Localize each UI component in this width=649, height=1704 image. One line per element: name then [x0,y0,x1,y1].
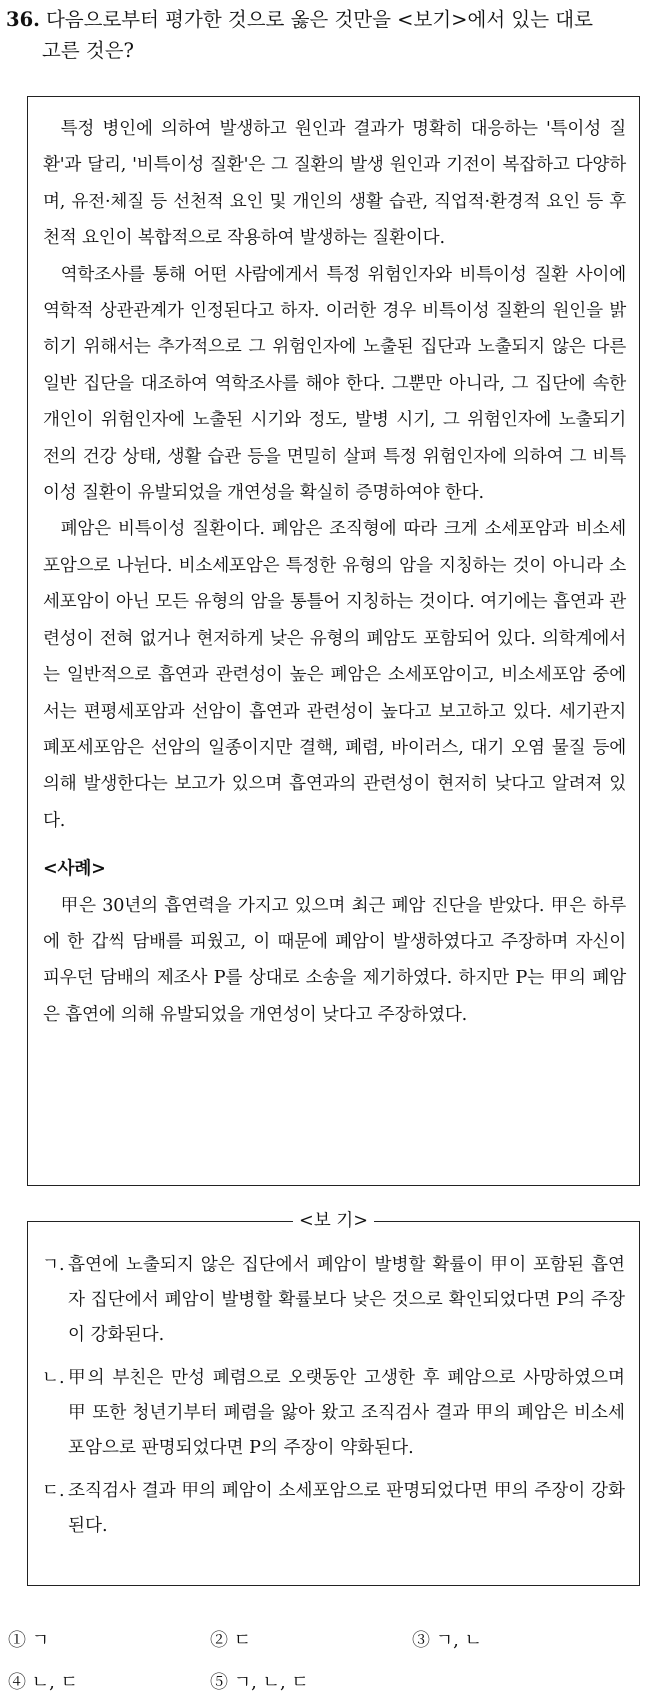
passage-paragraph-3: 폐암은 비특이성 질환이다. 폐암은 조직형에 따라 크게 소세포암과 비소세포암으로 나뉜다. 비소세포암은 특정한 유형의 암을 지칭하는 것이 아니라 소세포암이 아닌 모든 유형의 암을 통틀어 지칭하는 것이다. 여기에는 흡연과 관련성이 전혀 없거나 현저하게 낮은 유형의 폐암도 포함되어 있다. 의학계에서는 일반적으로 흡연과 관련성이 높은 폐암은 소세포암이고, 비소세포암 중에서는 편평세포암과 선암이 흡연과 관련성이 높다고 보고하고 있다. 세기관지 폐포세포암은 선암의 일종이지만 결핵, 폐렴, 바이러스, 대기 오염 물질 등에 의해 발생한다는 보고가 있으며 흡연과의 관련성이 현저히 낮다고 알려져 있다. [43,519,626,831]
bogi-item-text: 조직검사 결과 甲의 폐암이 소세포암으로 판명되었다면 甲의 주장이 강화된다. [68,1481,625,1536]
question-number: 36. [6,8,40,31]
answer-number: ② [210,1630,228,1651]
bogi-box [27,1211,640,1586]
answer-text: ㄱ, ㄴ, ㄷ [233,1672,309,1693]
case-text: 甲은 30년의 흡연력을 가지고 있으며 최근 폐암 진단을 받았다. 甲은 하루에 한 갑씩 담배를 피웠고, 이 때문에 폐암이 발생하였다고 주장하며 자신이 피우던 담배의 제조사 P를 상대로 소송을 제기하였다. 하지만 P는 甲의 폐암은 흡연에 의해 유발되었을 개연성이 낮다고 주장하였다. [43,895,626,1025]
answer-number: ③ [412,1630,430,1651]
answer-text: ㄱ, ㄴ [435,1630,482,1651]
bogi-item-3 [42,1474,625,1544]
passage-box [27,96,640,1186]
answer-option-2[interactable] [210,1620,412,1662]
answer-text: ㄴ, ㄷ [31,1672,78,1693]
answer-text: ㄱ [31,1630,50,1651]
bogi-title [28,1209,639,1233]
case-body [43,888,626,1034]
answer-number: ⑤ [210,1672,228,1693]
bogi-item-text: 甲의 부친은 만성 폐렴으로 오랫동안 고생한 후 폐암으로 사망하였으며 甲 또한 청년기부터 폐렴을 앓아 왔고 조직검사 결과 甲의 폐암은 비소세포암으로 판명되었다면 P의 주장이 약화된다. [68,1368,625,1458]
bogi-item-mark: ㄷ. [42,1481,65,1501]
answer-option-4[interactable] [8,1662,210,1704]
bogi-item-mark: ㄴ. [42,1368,65,1388]
answer-option-3[interactable] [412,1620,614,1662]
answer-option-5[interactable] [210,1662,412,1704]
bogi-item-2 [42,1361,625,1466]
question-text-line2: 고른 것은? [42,39,135,62]
passage-paragraph-2: 역학조사를 통해 어떤 사람에게서 특정 위험인자와 비특이성 질환 사이에 역학적 상관관계가 인정된다고 하자. 이러한 경우 비특이성 질환의 원인을 밝히기 위해서는 추가적으로 그 위험인자에 노출된 집단과 노출되지 않은 다른 일반 집단을 대조하여 역학조사를 해야 한다. 그뿐만 아니라, 그 집단에 속한 개인이 위험인자에 노출된 시기와 정도, 발병 시기, 그 위험인자에 노출되기 전의 건강 상태, 생활 습관 등을 면밀히 살펴 특정 위험인자에 의하여 그 비특이성 질환이 유발되었을 개연성을 확실히 증명하여야 한다. [43,264,626,504]
bogi-item-mark: ㄱ. [42,1255,65,1275]
answer-number: ① [8,1630,26,1651]
case-title: <사례> [43,858,106,880]
answer-option-1[interactable] [8,1620,210,1662]
bogi-title-text: <보 기> [293,1211,374,1231]
question-header [6,4,642,66]
question-text-line1: 다음으로부터 평가한 것으로 옳은 것만을 <보기>에서 있는 대로 [45,8,593,31]
answer-choices [8,1620,644,1704]
bogi-item-text: 흡연에 노출되지 않은 집단에서 폐암이 발병할 확률이 甲이 포함된 흡연자 집단에서 폐암이 발병할 확률보다 낮은 것으로 확인되었다면 P의 주장이 강화된다. [68,1255,625,1345]
answer-text: ㄷ [233,1630,252,1651]
answer-number: ④ [8,1672,26,1693]
bogi-item-1 [42,1248,625,1353]
passage-paragraph-1: 특정 병인에 의하여 발생하고 원인과 결과가 명확히 대응하는 '특이성 질환'과 달리, '비특이성 질환'은 그 질환의 발생 원인과 기전이 복잡하고 다양하며, 유전·체질 등 선천적 요인 및 개인의 생활 습관, 직업적·환경적 요인 등 후천적 요인이 복합적으로 작용하여 발생하는 질환이다. [43,119,626,249]
